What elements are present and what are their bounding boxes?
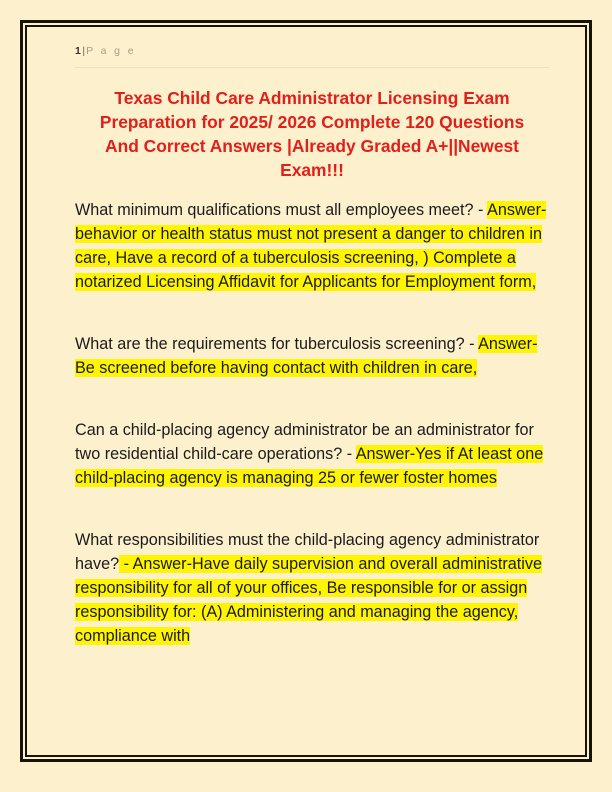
qa-question-1: What minimum qualifications must all employees meet? - (75, 201, 484, 219)
qa-answer-4: - Answer-Have daily supervision and overall administrative responsibility for all of your offices, Be responsible for or assign responsibility for: (A) Administering and managing the agency, compliance with (75, 555, 542, 645)
qa-answer-1: Answer-behavior or health status must not present a danger to children in care, Have a record of a tuberculosis screening, ) Complete a notarized Licensing Affidavit for Applicants for Employment form, (75, 201, 547, 291)
header-page-label: P a g e (86, 45, 136, 57)
header-page-number: 1 (75, 45, 82, 57)
qa-item-4 (75, 528, 549, 648)
qa-answer-2: Answer-Be screened before having contact with children in care, (75, 335, 538, 377)
running-header (75, 41, 549, 68)
header-separator: | (82, 45, 86, 57)
qa-question-4: What responsibilities must the child-placing agency administrator have? (75, 531, 540, 573)
qa-question-3: Can a child-placing agency administrator be an administrator for two residential child-care operations? - (75, 421, 534, 463)
qa-answer-3: Answer-Yes if At least one child-placing agency is managing 25 or fewer foster homes (75, 445, 544, 487)
qa-item-3 (75, 418, 549, 490)
qa-question-2: What are the requirements for tuberculosis screening? - (75, 335, 475, 353)
document-title: Texas Child Care Administrator Licensing Exam Preparation for 2025/ 2026 Complete 120 Questions And Correct Answers |Already Graded A+||Newest Exam!!! (99, 88, 525, 180)
qa-item-2 (75, 332, 549, 380)
page-border-inner (25, 25, 587, 757)
qa-item-1 (75, 198, 549, 294)
page-content (75, 41, 549, 741)
page-border-outer (20, 20, 592, 762)
